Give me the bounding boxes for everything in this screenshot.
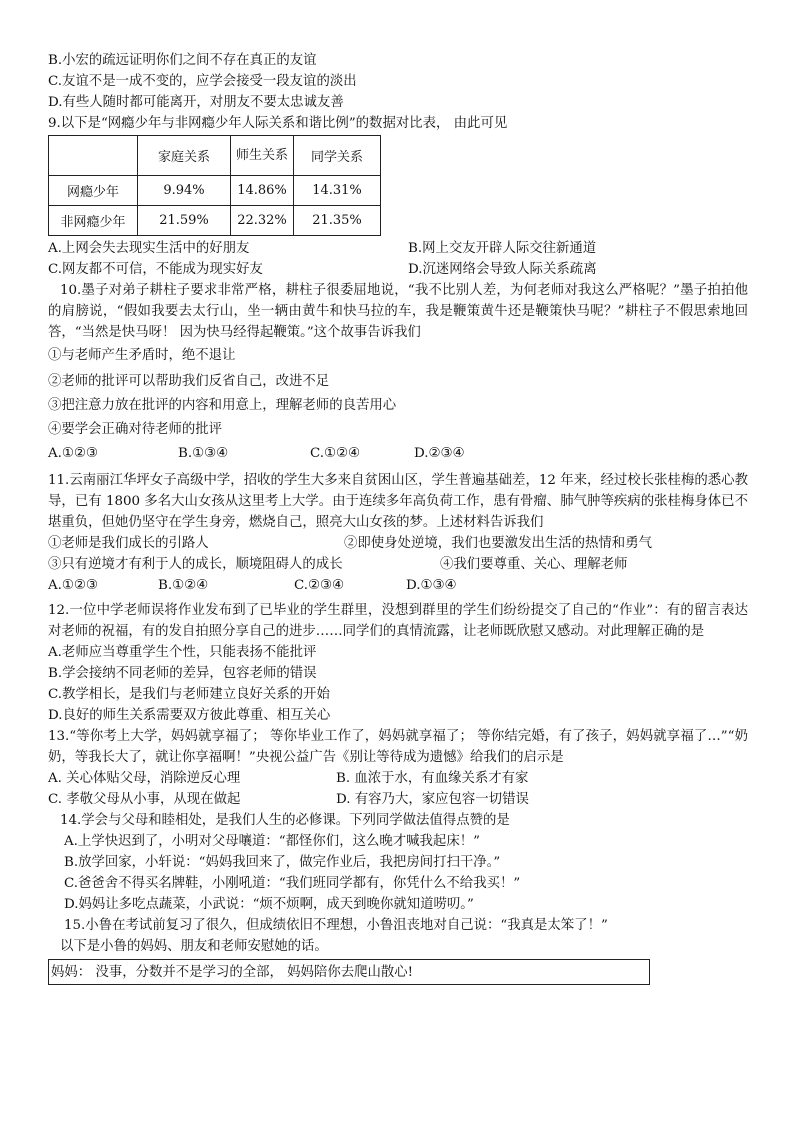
q9-option-a: A.上网会失去现实生活中的好朋友	[48, 241, 250, 256]
q12-option-c: C.教学相长，是我们与老师建立良好关系的开始	[48, 687, 330, 702]
table-row	[49, 206, 381, 236]
q10-option-c: C.①②④	[310, 446, 361, 461]
table-header-cell: 同学关系	[294, 136, 381, 176]
q13-option-b: B. 血浓于水，有血缘关系才有家	[336, 771, 529, 786]
table-cell: 14.31%	[294, 176, 381, 206]
q8-option-c: C.友谊不是一成不变的，应学会接受一段友谊的淡出	[48, 74, 357, 89]
table-cell: 9.94%	[138, 176, 231, 206]
table-row	[49, 176, 381, 206]
q9-option-d: D.沉迷网络会导致人际关系疏离	[408, 262, 597, 277]
q11-option-b: B.①②④	[158, 578, 209, 593]
table-header-cell	[49, 136, 138, 176]
q11-options	[48, 575, 748, 596]
table-cell: 非网瘾少年	[49, 206, 138, 236]
q10-option-d: D.②③④	[414, 446, 465, 461]
q13-option-c: C. 孝敬父母从小事，从现在做起	[48, 792, 241, 807]
q15-quote-box: 妈妈： 没事，分数并不是学习的全部， 妈妈陪你去爬山散心!	[48, 959, 650, 985]
q13-stem: 13.“等你考上大学，妈妈就享福了； 等你毕业工作了，妈妈就享福了； 等你结完婚，有了孩子，妈妈就享福了…”“奶奶，等我长大了，就让你享福啊！”央视公益广告《别让等待成为遗憾》给我们的启示是	[48, 729, 748, 765]
q9-options-row-1	[48, 238, 748, 259]
q12-option-d: D.良好的师生关系需要双方彼此尊重、相互关心	[48, 708, 331, 723]
q14-stem: 14.学会与父母和睦相处，是我们人生的必修课。下列同学做法值得点赞的是	[60, 813, 510, 828]
q15-stem-line-2: 以下是小鲁的妈妈、朋友和老师安慰她的话。	[60, 939, 328, 954]
q10-option-b: B.①③④	[178, 446, 229, 461]
q13-option-d: D. 有容乃大，家应包容一切错误	[336, 792, 529, 807]
q10-statement-1: ①与老师产生矛盾时，绝不退让	[48, 348, 236, 363]
table-cell: 21.35%	[294, 206, 381, 236]
q12-option-a: A.老师应当尊重学生个性，只能表扬不能批评	[48, 645, 317, 660]
q10-options	[48, 443, 748, 464]
q11-option-d: D.①③④	[406, 578, 457, 593]
exam-page	[48, 50, 748, 985]
q8-option-d: D.有些人随时都可能离开，对朋友不要太忠诚友善	[48, 95, 344, 110]
q14-option-a: A.上学快迟到了，小明对父母嚷道：“都怪你们，这么晚才喊我起床！”	[64, 834, 480, 849]
q11-stem: 11.云南丽江华坪女子高级中学，招收的学生大多来自贫困山区，学生普遍基础差，12 年来，经过校长张桂梅的悉心教导，已有 1800 多名大山女孩从这里考上大学。由于连续多年高负荷工作，患有骨瘤、肺气肿等疾病的张桂梅身体已不堪重负，但她仍坚守在学生身旁，燃烧自己，照亮大山女孩的梦。上述材料告诉我们	[48, 473, 748, 530]
table-cell: 22.32%	[231, 206, 294, 236]
q9-option-b: B.网上交友开辟人际交往新通道	[408, 241, 597, 256]
q14-option-b: B.放学回家，小轩说：“妈妈我回来了，做完作业后，我把房间打扫干净。”	[64, 855, 501, 870]
table-header-cell: 师生关系	[231, 136, 294, 176]
q14-option-c: C.爸爸舍不得买名牌鞋，小刚吼道：“我们班同学都有，你凭什么不给我买！”	[64, 876, 521, 891]
q11-statement-1: ①老师是我们成长的引路人	[48, 536, 209, 551]
q10-option-a: A.①②③	[48, 446, 98, 461]
q11-option-a: A.①②③	[48, 578, 98, 593]
q10-statement-4: ④要学会正确对待老师的批评	[48, 422, 223, 437]
q11-statement-3: ③只有逆境才有利于人的成长，顺境阻碍人的成长	[48, 557, 343, 572]
q11-statement-4: ④我们要尊重、关心、理解老师	[440, 557, 628, 572]
q13-options-row-1	[48, 768, 748, 789]
q13-option-a: A. 关心体贴父母，消除逆反心理	[48, 771, 241, 786]
q12-stem: 12.一位中学老师误将作业发布到了已毕业的学生群里，没想到群里的学生们纷纷提交了自己的“作业”：有的留言表达对老师的祝福，有的发自拍照分享自己的进步……同学们的真情流露，让老师既欣慰又感动。对此理解正确的是	[48, 603, 748, 639]
q9-options-row-2	[48, 259, 748, 280]
q14-option-d: D.妈妈让多吃点蔬菜，小武说：“烦不烦啊，成天到晚你就知道唠叨。”	[64, 897, 474, 912]
q9-data-table	[48, 135, 381, 236]
q11-statements-row-2	[48, 554, 748, 575]
q11-statements-row-1	[48, 533, 748, 554]
q15-stem-line-1: 15.小鲁在考试前复习了很久，但成绩依旧不理想，小鲁沮丧地对自己说：“我真是太笨了！”	[64, 918, 608, 933]
table-cell: 网瘾少年	[49, 176, 138, 206]
q11-statement-2: ②即使身处逆境，我们也要激发出生活的热情和勇气	[344, 536, 652, 551]
q9-stem: 9.以下是“网瘾少年与非网瘾少年人际关系和谐比例”的数据对比表， 由此可见	[48, 116, 508, 131]
q8-option-b: B.小宏的疏远证明你们之间不存在真正的友谊	[48, 53, 317, 68]
q11-option-c: C.②③④	[294, 578, 345, 593]
q10-statement-3: ③把注意力放在批评的内容和用意上，理解老师的良苦用心	[48, 398, 397, 413]
table-cell: 21.59%	[138, 206, 231, 236]
q10-stem: 10.墨子对弟子耕柱子要求非常严格，耕柱子很委屈地说，“我不比别人差，为何老师对我这么严格呢？”墨子拍拍他的肩膀说，“假如我要去太行山，坐一辆由黄牛和快马拉的车，我是鞭策黄牛还是鞭策快马呢？”耕柱子不假思索地回答，“当然是快马呀！ 因为快马经得起鞭策。”这个故事告诉我们	[48, 283, 748, 340]
q10-statement-2: ②老师的批评可以帮助我们反省自己，改进不足	[48, 374, 330, 389]
table-cell: 14.86%	[231, 176, 294, 206]
q9-option-c: C.网友都不可信，不能成为现实好友	[48, 262, 263, 277]
q13-options-row-2	[48, 789, 748, 810]
q12-option-b: B.学会接纳不同老师的差异，包容老师的错误	[48, 666, 317, 681]
table-header-cell: 家庭关系	[138, 136, 231, 176]
